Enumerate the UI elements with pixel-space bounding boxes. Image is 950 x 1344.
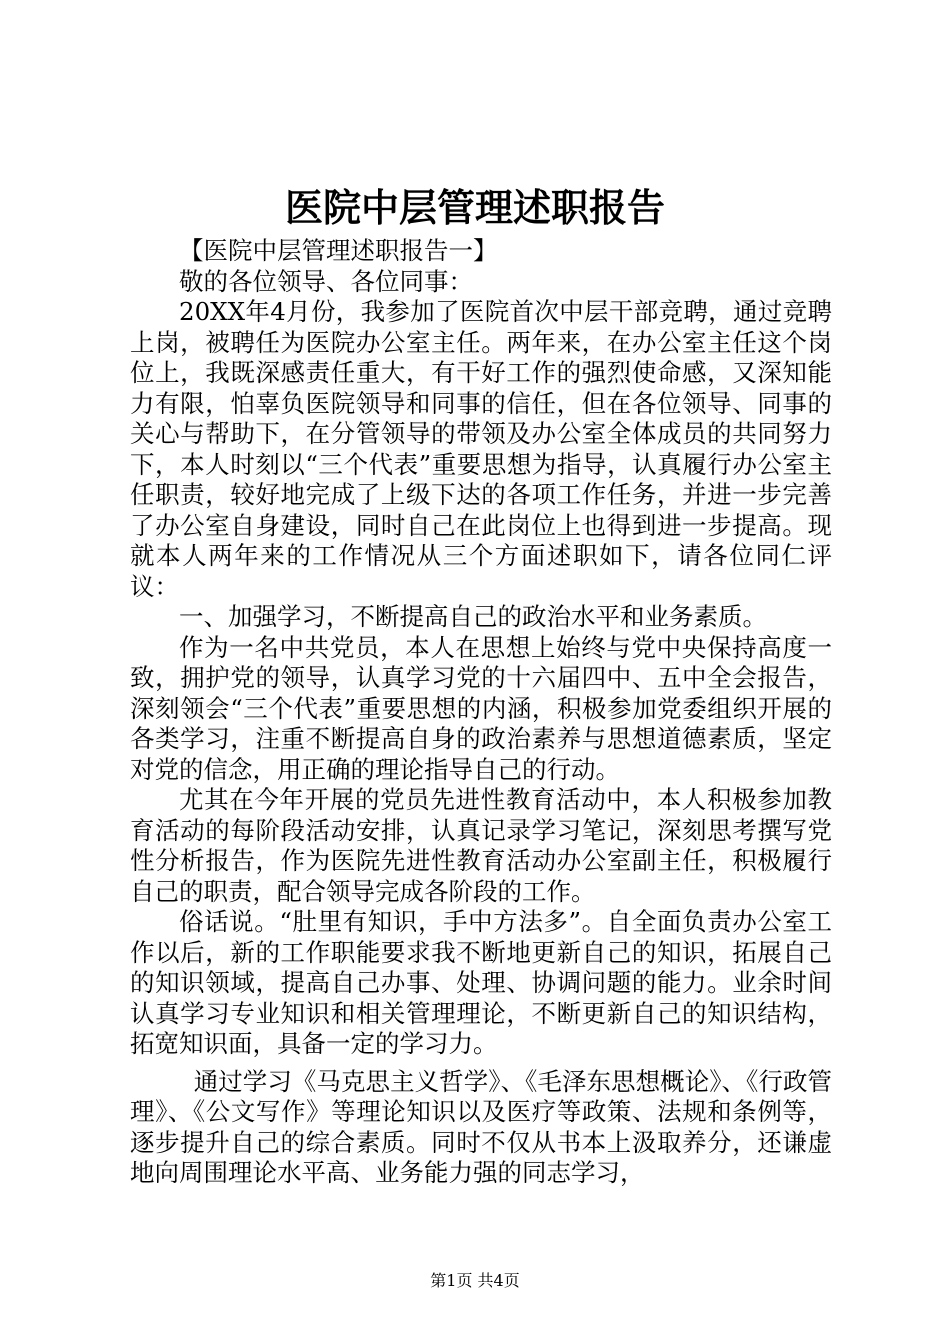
paragraph-education-activity: 尤其在今年开展的党员先进性教育活动中，本人积极参加教育活动的每阶段活动安排，认真记录学习笔记，深刻思考撰写党性分析报告，作为医院先进性教育活动办公室副主任，积极履行自己的职责，配合领导完成各阶段的工作。 bbox=[130, 785, 832, 906]
salutation: 敬的各位领导、各位同事： bbox=[179, 266, 473, 296]
paragraph-study: 通过学习《马克思主义哲学》、《毛泽东思想概论》、《行政管理》、《公文写作》等理论知识以及医疗等政策、法规和条例等，逐步提升自己的综合素质。同时不仅从书本上汲取养分，还谦虚地向周围理论水平高、业务能力强的同志学习， bbox=[130, 1066, 832, 1187]
subheading-1: 一、加强学习，不断提高自己的政治水平和业务素质。 bbox=[179, 602, 767, 631]
section-heading: 【医院中层管理述职报告一】 bbox=[179, 236, 498, 265]
paragraph-intro: 20XX年4月份，我参加了医院首次中层干部竞聘，通过竞聘上岗，被聘任为医院办公室主任。两年来，在办公室主任这个岗位上，我既深感责任重大，有干好工作的强烈使命感，又深知能力有限，怕辜负医院领导和同事的信任，但在各位领导、同事的关心与帮助下，在分管领导的带领及办公室全体成员的共同努力下，本人时刻以“三个代表”重要思想为指导，认真履行办公室主任职责，较好地完成了上级下达的各项工作任务，并进一步完善了办公室自身建设，同时自己在此岗位上也得到进一步提高。现就本人两年来的工作情况从三个方面述职如下，请各位同仁评议： bbox=[130, 297, 832, 601]
document-body bbox=[130, 236, 832, 1189]
paragraph-knowledge: 俗话说。“肚里有知识，手中方法多”。自全面负责办公室工作以后，新的工作职能要求我不断地更新自己的知识，拓展自己的知识领域，提高自己办事、处理、协调问题的能力。业余时间认真学习专业知识和相关管理理论，不断更新自己的知识结构，拓宽知识面，具备一定的学习力。 bbox=[130, 907, 832, 1058]
paragraph-party-member: 作为一名中共党员，本人在思想上始终与党中央保持高度一致，拥护党的领导，认真学习党的十六届四中、五中全会报告，深刻领会“三个代表”重要思想的内涵，积极参加党委组织开展的各类学习，注重不断提高自身的政治素养与思想道德素质，坚定对党的信念，用正确的理论指导自己的行动。 bbox=[130, 632, 832, 784]
document-title: 医院中层管理述职报告 bbox=[284, 185, 665, 230]
page-footer: 第1页 共4页 bbox=[430, 1271, 520, 1290]
